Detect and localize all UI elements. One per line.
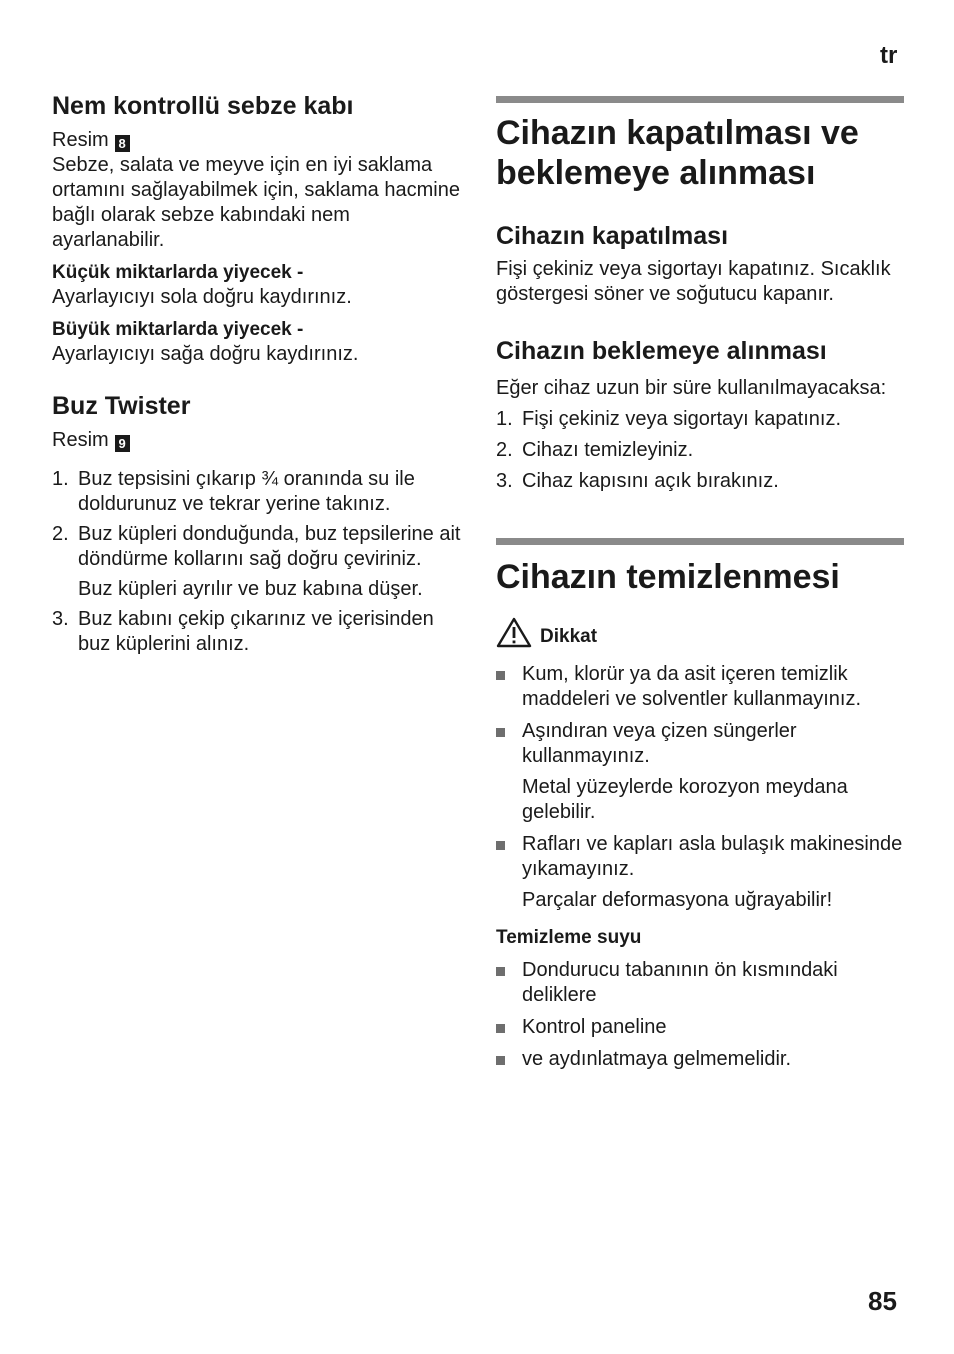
small-quantity-text: Ayarlayıcıyı sola doğru kaydırınız. bbox=[52, 286, 352, 308]
square-bullet-icon bbox=[496, 958, 522, 1008]
left-column bbox=[52, 88, 462, 657]
large-quantity-label: Büyük miktarlarda yiyecek - bbox=[52, 319, 304, 340]
language-code: tr bbox=[880, 42, 898, 69]
list-item: Kontrol paneline bbox=[496, 1015, 904, 1040]
list-item: Aşındıran veya çizen süngerler kullanmayınız. Metal yüzeylerde korozyon meydana gelebilir. bbox=[496, 719, 904, 825]
standby-steps bbox=[496, 407, 904, 494]
humidity-intro: Sebze, salata ve meyve için en iyi saklama ortamını sağlayabilmek için, saklama hacmine bağlı olarak sebze kabındaki nem ayarlanabilir. bbox=[52, 154, 460, 251]
square-bullet-icon bbox=[496, 1015, 522, 1040]
section-title-humidity-drawer: Nem kontrollü sebze kabı bbox=[52, 92, 354, 120]
list-item: 1. Fişi çekiniz veya sigortayı kapatınız. bbox=[496, 408, 842, 430]
list-item: 2. Buz küpleri donduğunda, buz tepsilerine ait döndürme kollarını sağ doğru çeviriniz. Buz küpleri ayrılır ve buz kabına düşer. bbox=[52, 523, 461, 600]
square-bullet-icon bbox=[496, 832, 522, 913]
list-item: 2. Cihazı temizleyiniz. bbox=[496, 439, 694, 461]
right-column bbox=[496, 96, 904, 1072]
list-item: ve aydınlatmaya gelmemelidir. bbox=[496, 1047, 904, 1072]
subsection-title-switch-off: Cihazın kapatılması bbox=[496, 222, 729, 250]
figure-number-badge: 8 bbox=[115, 135, 130, 152]
warning-triangle-icon bbox=[496, 617, 532, 648]
standby-intro: Eğer cihaz uzun bir süre kullanılmayacaksa: bbox=[496, 377, 887, 399]
list-item: Rafları ve kapları asla bulaşık makinesinde yıkamayınız. Parçalar deformasyona uğrayabilir! bbox=[496, 832, 904, 913]
list-item: 3. Buz kabını çekip çıkarınız ve içerisinden buz küplerini alınız. bbox=[52, 608, 434, 655]
step-note: Buz küpleri ayrılır ve buz kabına düşer. bbox=[78, 578, 423, 600]
large-quantity-text: Ayarlayıcıyı sağa doğru kaydırınız. bbox=[52, 343, 359, 365]
chapter-title-switch-off: Cihazın kapatılması ve beklemeye alınması bbox=[496, 114, 859, 192]
cleaning-water-label: Temizleme suyu bbox=[496, 927, 642, 948]
bullet-note: Metal yüzeylerde korozyon meydana gelebilir. bbox=[522, 776, 848, 823]
section-title-ice-twister: Buz Twister bbox=[52, 392, 191, 420]
list-item: Dondurucu tabanının ön kısmındaki deliklere bbox=[496, 958, 904, 1008]
subsection-title-standby: Cihazın beklemeye alınması bbox=[496, 337, 827, 365]
warning-bullets bbox=[496, 662, 904, 913]
list-item: 3. Cihaz kapısını açık bırakınız. bbox=[496, 470, 779, 492]
square-bullet-icon bbox=[496, 662, 522, 712]
chapter-divider bbox=[496, 96, 904, 103]
chapter-divider bbox=[496, 538, 904, 545]
list-item: Kum, klorür ya da asit içeren temizlik maddeleri ve solventler kullanmayınız. bbox=[496, 662, 904, 712]
square-bullet-icon bbox=[496, 719, 522, 825]
square-bullet-icon bbox=[496, 1047, 522, 1072]
switch-off-text: Fişi çekiniz veya sigortayı kapatınız. Sıcaklık göstergesi söner ve soğutucu kapanır. bbox=[496, 258, 891, 305]
bullet-note: Parçalar deformasyona uğrayabilir! bbox=[522, 889, 833, 911]
figure-number-badge: 9 bbox=[115, 435, 130, 452]
figure-reference: Resim 9 bbox=[52, 428, 462, 453]
ice-twister-steps bbox=[52, 467, 462, 657]
figure-reference: Resim 8 bbox=[52, 128, 462, 153]
cleaning-water-bullets bbox=[496, 958, 904, 1072]
warning-heading bbox=[496, 617, 904, 648]
small-quantity-label: Küçük miktarlarda yiyecek - bbox=[52, 262, 304, 283]
list-item: 1. Buz tepsisini çıkarıp ¾ oranında su ile doldurunuz ve tekrar yerine takınız. bbox=[52, 468, 415, 515]
chapter-title-cleaning: Cihazın temizlenmesi bbox=[496, 558, 840, 596]
warning-label: Dikkat bbox=[540, 626, 598, 647]
page-number: 85 bbox=[868, 1286, 897, 1316]
